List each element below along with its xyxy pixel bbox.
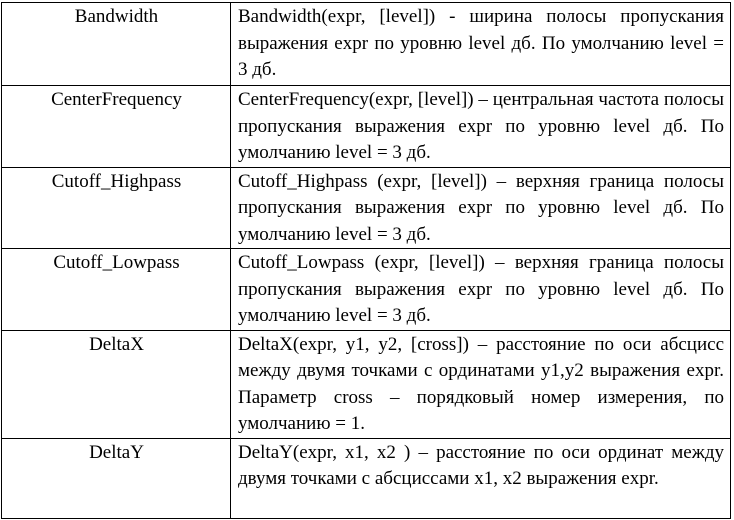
functions-table <box>1 2 731 519</box>
table-row <box>2 3 731 86</box>
function-name-cell: Cutoff_Highpass <box>2 167 231 249</box>
function-description-cell: CenterFrequency(expr, [level]) – центральная частота полосы пропускания выражения expr по уровню level дб. По умолчанию level = 3 дб. <box>231 86 731 168</box>
table-row <box>2 167 731 249</box>
function-description-cell: DeltaX(expr, y1, y2, [cross]) – расстояние по оси абсцисс между двумя точками с ординатами y1,y2 выражения expr. Параметр cross – порядковый номер измерения, по умолчанию = 1. <box>231 330 731 438</box>
function-name-cell: CenterFrequency <box>2 86 231 168</box>
function-name-cell: Cutoff_Lowpass <box>2 249 231 331</box>
function-description-cell: Bandwidth(expr, [level]) - ширина полосы пропускания выражения expr по уровню level дб. По умолчанию level = 3 дб. <box>231 3 731 86</box>
function-name-cell: DeltaY <box>2 438 231 518</box>
table-row <box>2 438 731 518</box>
function-name-cell: Bandwidth <box>2 3 231 86</box>
function-name-cell: DeltaX <box>2 330 231 438</box>
table-row <box>2 330 731 438</box>
function-description-cell: Cutoff_Lowpass (expr, [level]) – верхняя граница полосы пропускания выражения expr по уровню level дб. По умолчанию level = 3 дб. <box>231 249 731 331</box>
table-row <box>2 86 731 168</box>
function-description-cell: DeltaY(expr, x1, x2 ) – расстояние по оси ординат между двумя точками с абсциссами x1, x2 выражения expr. <box>231 438 731 518</box>
function-description-cell: Cutoff_Highpass (expr, [level]) – верхняя граница полосы пропускания выражения expr по уровню level дб. По умолчанию level = 3 дб. <box>231 167 731 249</box>
table-row <box>2 249 731 331</box>
